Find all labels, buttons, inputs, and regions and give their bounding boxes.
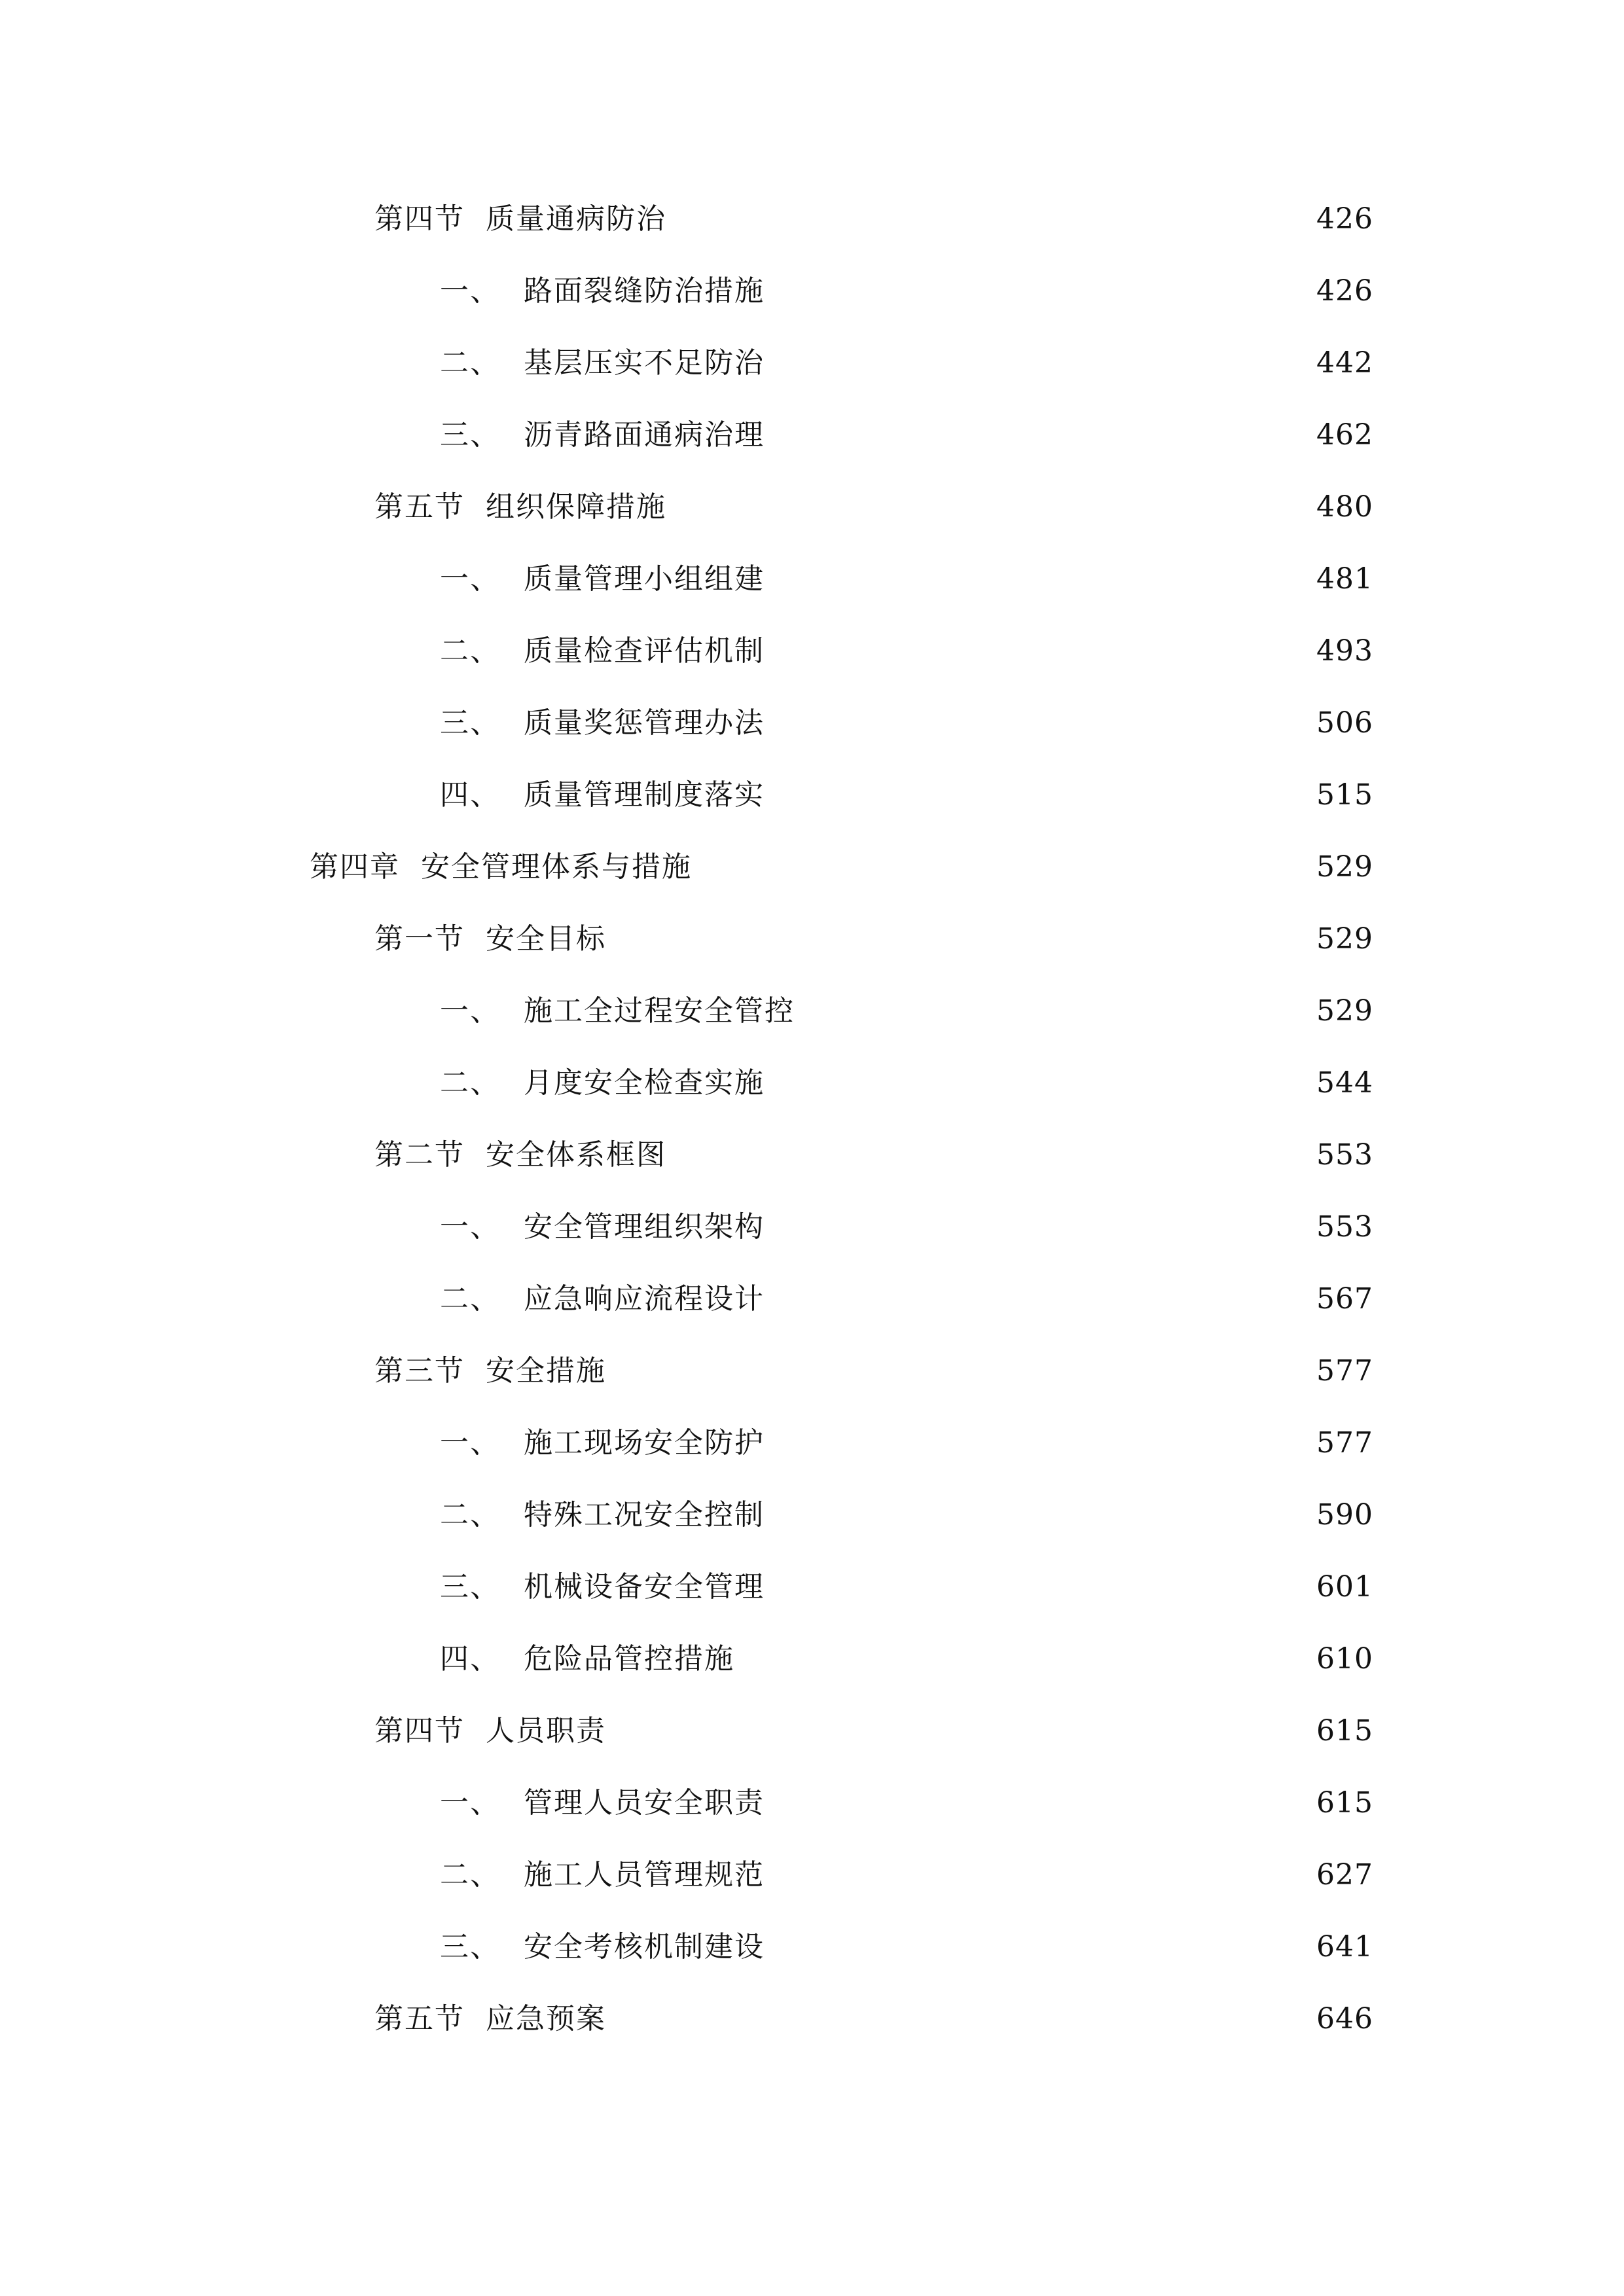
toc-entry-page-number: 480 [1316, 490, 1373, 524]
toc-entry-page-number: 590 [1316, 1498, 1373, 1532]
dot-leader [775, 1849, 1303, 1901]
toc-entry-prefix: 第五节 [374, 490, 465, 524]
toc-entry-prefix: 第二节 [374, 1138, 465, 1172]
toc-entry-page-number: 577 [1316, 1354, 1373, 1388]
toc-entry-page-number: 529 [1316, 994, 1373, 1028]
toc-entry-prefix: 一、 [440, 1210, 500, 1244]
toc-entry[interactable] [440, 1273, 1373, 1325]
toc-entry-title: 施工人员管理规范 [524, 1858, 765, 1892]
toc-entry-prefix: 三、 [440, 1930, 500, 1964]
toc-entry-prefix: 二、 [440, 1498, 500, 1532]
toc-entry[interactable] [440, 1561, 1373, 1613]
dot-leader [775, 1057, 1303, 1109]
toc-entry-page-number: 426 [1316, 202, 1373, 236]
toc-entry-page-number: 615 [1316, 1786, 1373, 1820]
toc-entry-prefix: 一、 [440, 1786, 500, 1820]
toc-entry[interactable] [440, 697, 1373, 749]
toc-entry-title: 安全目标 [486, 922, 606, 956]
toc-entry[interactable] [440, 769, 1373, 821]
toc-entry-page-number: 601 [1316, 1570, 1373, 1604]
toc-entry-title: 施工现场安全防护 [524, 1426, 765, 1460]
toc-entry-prefix: 三、 [440, 418, 500, 452]
toc-entry-title: 特殊工况安全控制 [524, 1498, 765, 1532]
toc-entry-prefix: 一、 [440, 562, 500, 596]
toc-entry-title: 机械设备安全管理 [524, 1570, 765, 1604]
toc-entry[interactable] [440, 553, 1373, 605]
toc-entry[interactable] [440, 1921, 1373, 1973]
toc-entry-prefix: 四、 [440, 778, 500, 812]
dot-leader [745, 1633, 1303, 1685]
toc-entry-prefix: 第四节 [374, 1714, 465, 1748]
toc-entry-prefix: 第三节 [374, 1354, 465, 1388]
toc-entry[interactable] [374, 1345, 1373, 1397]
toc-entry[interactable] [440, 1489, 1373, 1541]
toc-entry-prefix: 三、 [440, 706, 500, 740]
dot-leader [775, 265, 1303, 317]
toc-entry-page-number: 577 [1316, 1426, 1373, 1460]
dot-leader [617, 1345, 1303, 1397]
toc-entry[interactable] [374, 1705, 1373, 1757]
toc-entry-title: 管理人员安全职责 [524, 1786, 765, 1820]
toc-entry-page-number: 515 [1316, 778, 1373, 812]
dot-leader [775, 1489, 1303, 1541]
toc-entry-title: 质量通病防治 [486, 202, 666, 236]
dot-leader [677, 481, 1303, 533]
toc-entry-title: 应急响应流程设计 [524, 1282, 765, 1316]
toc-entry-page-number: 610 [1316, 1642, 1373, 1676]
toc-entry-prefix: 一、 [440, 994, 500, 1028]
toc-entry-prefix: 二、 [440, 1282, 500, 1316]
toc-entry[interactable] [374, 481, 1373, 533]
dot-leader [775, 769, 1303, 821]
toc-entry-title: 月度安全检查实施 [524, 1066, 765, 1100]
toc-entry[interactable] [440, 1201, 1373, 1253]
toc-entry-title: 安全管理组织架构 [524, 1210, 765, 1244]
dot-leader [775, 1921, 1303, 1973]
toc-entry[interactable] [374, 913, 1373, 965]
toc-entry[interactable] [440, 625, 1373, 677]
toc-entry[interactable] [440, 409, 1373, 461]
toc-entry-prefix: 四、 [440, 1642, 500, 1676]
dot-leader [617, 913, 1303, 965]
toc-entry-prefix: 一、 [440, 274, 500, 308]
toc-entry[interactable] [440, 1417, 1373, 1469]
toc-entry-title: 人员职责 [486, 1714, 606, 1748]
toc-entry-page-number: 627 [1316, 1858, 1373, 1892]
toc-entry-title: 安全体系框图 [486, 1138, 666, 1172]
dot-leader [677, 1129, 1303, 1181]
toc-entry-prefix: 第五节 [374, 2002, 465, 2036]
toc-entry-page-number: 493 [1316, 634, 1373, 668]
toc-entry-title: 沥青路面通病治理 [524, 418, 765, 452]
toc-entry-title: 路面裂缝防治措施 [524, 274, 765, 308]
toc-entry-page-number: 529 [1316, 850, 1373, 884]
toc-entry-page-number: 646 [1316, 2002, 1373, 2036]
toc-entry[interactable] [440, 337, 1373, 389]
dot-leader [805, 985, 1303, 1037]
toc-entry[interactable] [374, 1993, 1373, 2045]
toc-entry[interactable] [440, 985, 1373, 1037]
toc-entry-chapter[interactable] [310, 841, 1373, 893]
dot-leader [775, 697, 1303, 749]
dot-leader [677, 193, 1303, 245]
dot-leader [775, 1417, 1303, 1469]
toc-entry-prefix: 二、 [440, 346, 500, 380]
dot-leader [617, 1993, 1303, 2045]
dot-leader [617, 1705, 1303, 1757]
toc-entry-title: 安全考核机制建设 [524, 1930, 765, 1964]
dot-leader [775, 1273, 1303, 1325]
toc-entry-page-number: 553 [1316, 1210, 1373, 1244]
toc-entry-page-number: 529 [1316, 922, 1373, 956]
toc-entry-page-number: 462 [1316, 418, 1373, 452]
toc-entry-prefix: 三、 [440, 1570, 500, 1604]
toc-entry-title: 危险品管控措施 [524, 1642, 734, 1676]
dot-leader [775, 337, 1303, 389]
toc-entry-title: 施工全过程安全管控 [524, 994, 795, 1028]
toc-entry-prefix: 第四节 [374, 202, 465, 236]
toc-entry-page-number: 567 [1316, 1282, 1373, 1316]
toc-entry-prefix: 二、 [440, 1858, 500, 1892]
toc-entry-prefix: 一、 [440, 1426, 500, 1460]
toc-entry-page-number: 615 [1316, 1714, 1373, 1748]
toc-entry-prefix: 第四章 [310, 850, 400, 884]
toc-entry-page-number: 426 [1316, 274, 1373, 308]
toc-entry-title: 应急预案 [486, 2002, 606, 2036]
toc-entry-prefix: 二、 [440, 634, 500, 668]
dot-leader [775, 1777, 1303, 1829]
toc-entry-page-number: 553 [1316, 1138, 1373, 1172]
dot-leader [775, 1561, 1303, 1613]
toc-entry[interactable] [440, 1633, 1373, 1685]
toc-entry[interactable] [374, 193, 1373, 245]
toc-entry-prefix: 二、 [440, 1066, 500, 1100]
toc-entry-page-number: 544 [1316, 1066, 1373, 1100]
toc-entry-title: 质量管理制度落实 [524, 778, 765, 812]
dot-leader [702, 841, 1303, 893]
toc-entry-page-number: 481 [1316, 562, 1373, 596]
toc-entry[interactable] [440, 1777, 1373, 1829]
toc-entry-title: 组织保障措施 [486, 490, 666, 524]
dot-leader [775, 409, 1303, 461]
toc-entry-page-number: 641 [1316, 1930, 1373, 1964]
toc-entry-page-number: 442 [1316, 346, 1373, 380]
dot-leader [775, 625, 1303, 677]
toc-entry[interactable] [440, 1849, 1373, 1901]
toc-entry-page-number: 506 [1316, 706, 1373, 740]
toc-entry-title: 质量检查评估机制 [524, 634, 765, 668]
dot-leader [775, 1201, 1303, 1253]
toc-entry-title: 质量管理小组组建 [524, 562, 765, 596]
toc-entry-prefix: 第一节 [374, 922, 465, 956]
toc-entry-title: 基层压实不足防治 [524, 346, 765, 380]
toc-entry-title: 质量奖惩管理办法 [524, 706, 765, 740]
toc-entry[interactable] [440, 1057, 1373, 1109]
toc-entry[interactable] [440, 265, 1373, 317]
dot-leader [775, 553, 1303, 605]
toc-entry[interactable] [374, 1129, 1373, 1181]
toc-entry-title: 安全措施 [486, 1354, 606, 1388]
toc-entry-title: 安全管理体系与措施 [421, 850, 692, 884]
